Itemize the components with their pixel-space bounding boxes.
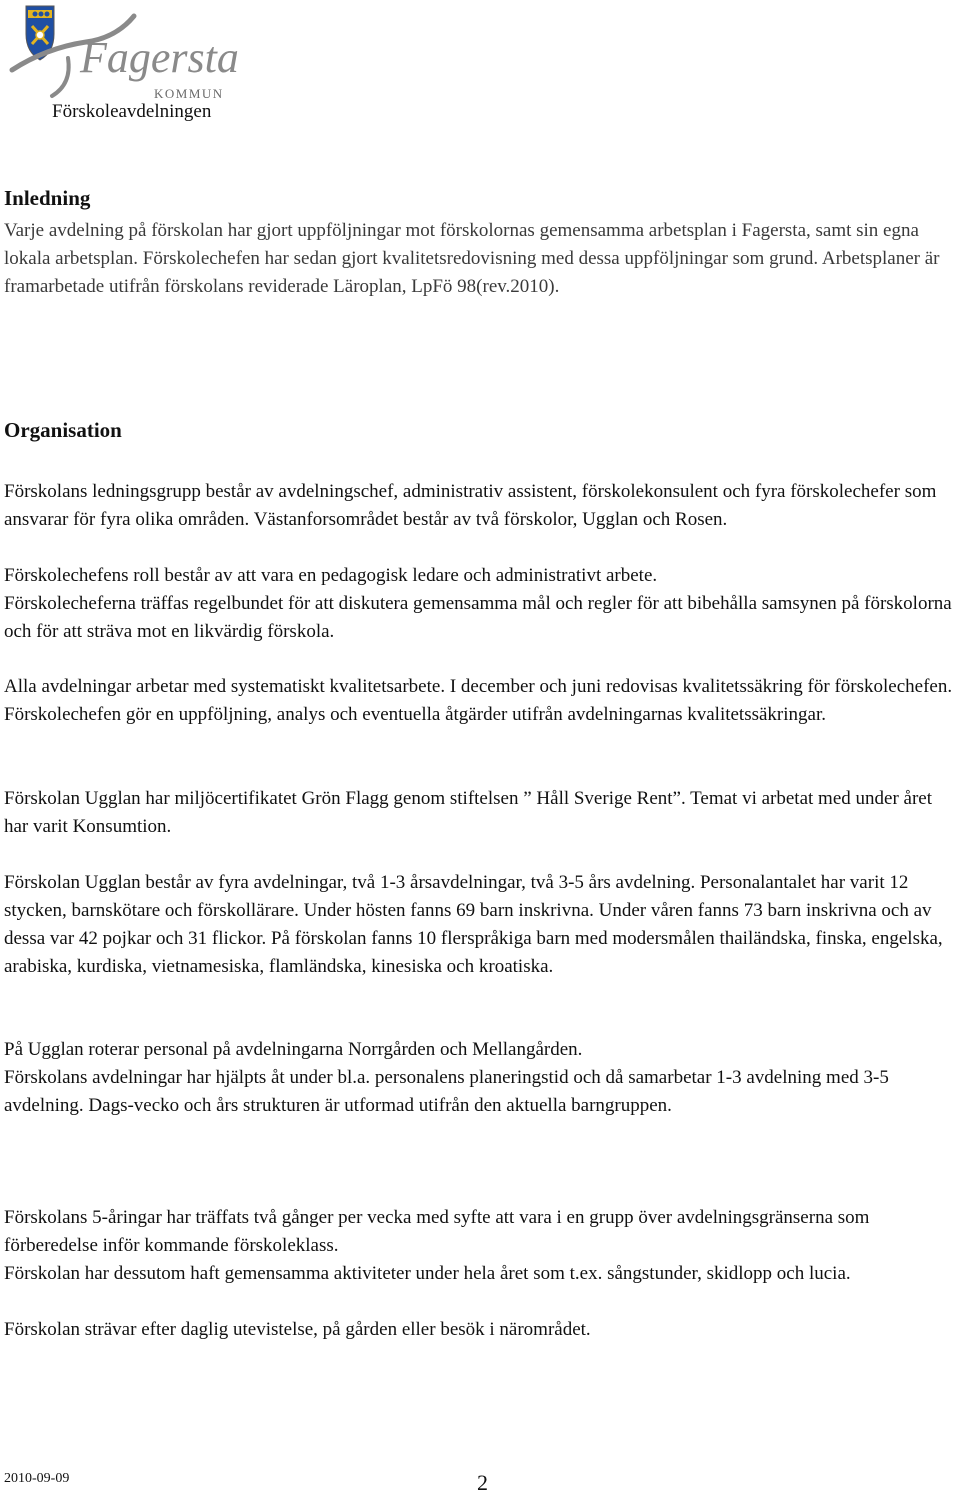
paragraph-inledning: Varje avdelning på förskolan har gjort uppföljningar mot förskolornas gemensamma arbetsplan i Fagersta, samt sin egna lokala arbetsplan. Förskolechefen har sedan gjort kvalitetsredovisning med dessa uppföljningar som grund. Arbetsplaner är framarbetade utifrån förskolans reviderade Läroplan, LpFö 98(rev.2010). xyxy=(4,220,940,297)
page-number: 2 xyxy=(477,1470,488,1495)
footer-date: 2010-09-09 xyxy=(4,1471,70,1486)
paragraph-chef-moten: Förskolecheferna träffas regelbundet för att diskutera gemensamma mål och regler för att bibehålla samsynen på förskolorna och för att sträva mot en likvärdig förskola. xyxy=(4,593,952,642)
paragraph-chef-roll: Förskolechefens roll består av att vara en pedagogisk ledare och administrativt arbete. xyxy=(4,565,658,586)
fagersta-kommun-logo xyxy=(6,4,246,102)
paragraph-kvalitetsarbete: Alla avdelningar arbetar med systematiskt kvalitetsarbete. I december och juni redovisas kvalitetssäkring för förskolechefen. Förskolechefen gör en uppföljning, analys och eventuella åtgärder utifrån avdelningarnas kvalitetssäkringar. xyxy=(4,676,953,725)
paragraph-femaringar: Förskolans 5-åringar har träffats två gånger per vecka med syfte att vara i en grupp över avdelningsgränserna som förberedelse inför kommande förskoleklass. xyxy=(4,1207,870,1256)
paragraph-ledningsgrupp: Förskolans ledningsgrupp består av avdelningschef, administrativ assistent, förskolekonsulent och fyra förskolechefer som ansvarar för fyra olika områden. Västanforsområdet består av två förskolor, Ugglan och Rosen. xyxy=(4,481,937,530)
section-heading-organisation: Organisation xyxy=(4,418,122,442)
paragraph-gron-flagg: Förskolan Ugglan har miljöcertifikatet Grön Flagg genom stiftelsen ” Håll Sverige Rent”. Temat vi arbetat med under året har varit Konsumtion. xyxy=(4,788,932,837)
paragraph-personal-rotation: På Ugglan roterar personal på avdelningarna Norrgården och Mellangården. xyxy=(4,1039,583,1060)
paragraph-samarbete: Förskolans avdelningar har hjälpts åt under bl.a. personalens planeringstid och då samarbetar 1-3 avdelning med 3-5 avdelning. Dags-vecko och års strukturen är utformad utifrån den aktuella barngruppen. xyxy=(4,1067,889,1116)
logo-subtitle: KOMMUN xyxy=(154,86,224,101)
department-name: Förskoleavdelningen xyxy=(52,101,212,122)
section-heading-inledning: Inledning xyxy=(4,186,91,210)
paragraph-utevistelse: Förskolan strävar efter daglig utevistelse, på gården eller besök i närområdet. xyxy=(4,1319,591,1340)
paragraph-ugglan-avdelningar: Förskolan Ugglan består av fyra avdelningar, två 1-3 årsavdelningar, två 3-5 års avdelning. Personalantalet har varit 12 stycken, barnskötare och förskollärare. Under hösten fanns 69 barn inskrivna. Under våren fanns 73 barn inskrivna och av dessa var 42 pojkar och 31 flickor. På förskolan fanns 10 flerspråkiga barn med modersmålen thailändska, finska, engelska, arabiska, kurdiska, vietnamesiska, flamländska, kinesiska och kroatiska. xyxy=(4,872,943,977)
paragraph-aktiviteter: Förskolan har dessutom haft gemensamma aktiviteter under hela året som t.ex. sångstunder, skidlopp och lucia. xyxy=(4,1263,851,1284)
logo-wordmark: Fagersta xyxy=(80,33,239,82)
